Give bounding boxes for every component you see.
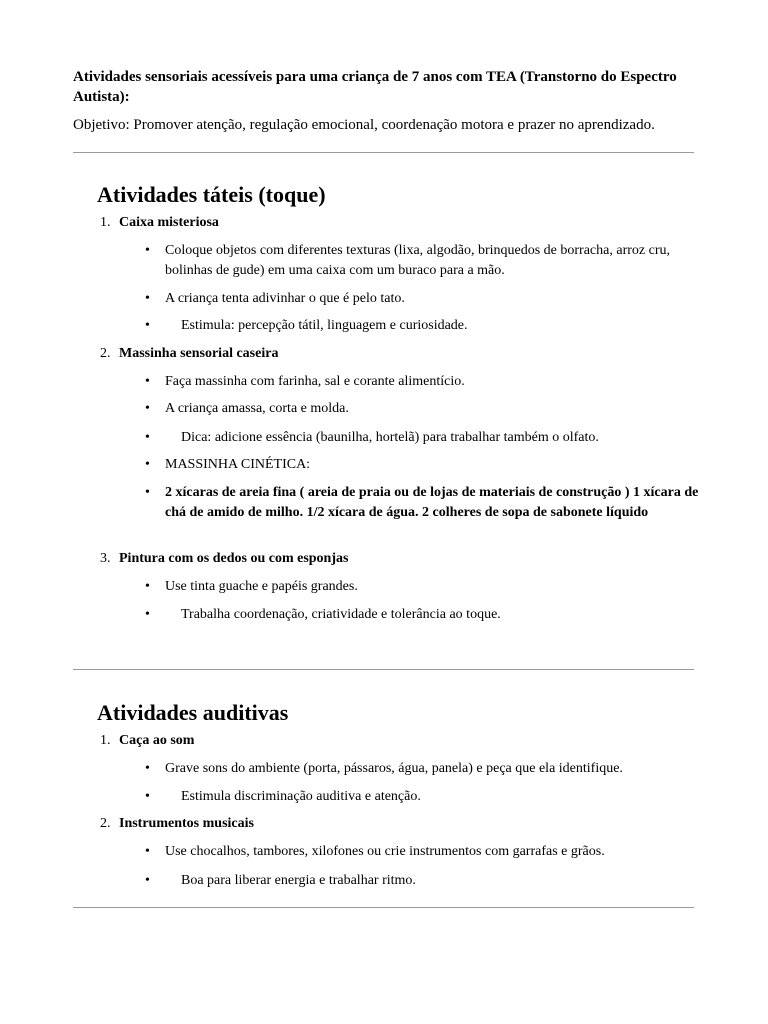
- list-item: [145, 399, 705, 419]
- list-item-title: [100, 814, 254, 833]
- bullet-text: A criança amassa, corta e molda.: [165, 401, 349, 416]
- divider: [73, 907, 694, 908]
- bullet-icon: •: [145, 485, 150, 500]
- bullet-text: Estimula discriminação auditiva e atenção.: [181, 789, 421, 804]
- bullet-text: Grave sons do ambiente (porta, pássaros, água, panela) e peça que ela identifique.: [165, 761, 623, 776]
- divider: [73, 669, 694, 670]
- bullet-icon: •: [145, 291, 150, 306]
- list-item-title: [100, 213, 219, 232]
- bullet-text: Boa para liberar energia e trabalhar ritmo.: [181, 873, 416, 888]
- list-item: [145, 372, 705, 392]
- bullet-text: Use chocalhos, tambores, xilofones ou crie instrumentos com garrafas e grãos.: [165, 844, 605, 859]
- document-title: Atividades sensoriais acessíveis para uma criança de 7 anos com TEA (Transtorno do Espectro Autista):: [73, 69, 677, 105]
- list-item: [145, 483, 700, 522]
- bullet-text: Estimula: percepção tátil, linguagem e curiosidade.: [181, 318, 468, 333]
- document-objective: Objetivo: Promover atenção, regulação emocional, coordenação motora e prazer no aprendizado.: [73, 117, 655, 133]
- bullet-icon: •: [145, 607, 150, 622]
- bullet-icon: •: [145, 401, 150, 416]
- bullet-icon: •: [145, 374, 150, 389]
- list-item: [145, 455, 705, 475]
- bullet-icon: •: [145, 318, 150, 333]
- list-item: [145, 289, 705, 309]
- bullet-icon: •: [145, 243, 150, 258]
- bullet-icon: •: [145, 579, 150, 594]
- list-item: [145, 241, 705, 280]
- item-title-instrumentos: Instrumentos musicais: [119, 816, 254, 831]
- bullet-text: MASSINHA CINÉTICA:: [165, 457, 311, 472]
- bullet-icon: •: [145, 430, 150, 445]
- list-item-title: [100, 549, 348, 568]
- item-title-massinha: Massinha sensorial caseira: [119, 346, 279, 361]
- bullet-text: 2 xícaras de areia fina ( areia de praia ou de lojas de materiais de construção ) 1 xícara de chá de amido de milho. 1/2 xícara de água. 2 colheres de sopa de sabonete líquido: [165, 485, 699, 520]
- bullet-icon: •: [145, 457, 150, 472]
- list-item-title: [100, 344, 278, 363]
- bullet-text: Faça massinha com farinha, sal e corante alimentício.: [165, 374, 465, 389]
- list-number: 2.: [100, 346, 111, 361]
- list-number: 2.: [100, 816, 111, 831]
- bullet-text: Trabalha coordenação, criatividade e tolerância ao toque.: [181, 607, 501, 622]
- list-item: [145, 316, 705, 336]
- list-number: 3.: [100, 551, 111, 566]
- list-item-title: [100, 731, 194, 750]
- section-heading-tactile: Atividades táteis (toque): [97, 182, 326, 207]
- bullet-icon: •: [145, 873, 150, 888]
- divider: [73, 152, 694, 153]
- list-item: [145, 605, 705, 625]
- item-title-pintura: Pintura com os dedos ou com esponjas: [119, 551, 349, 566]
- list-item: [145, 871, 705, 891]
- bullet-icon: •: [145, 844, 150, 859]
- list-item: [145, 577, 705, 597]
- list-number: 1.: [100, 215, 111, 230]
- bullet-icon: •: [145, 761, 150, 776]
- list-item: [145, 428, 705, 448]
- bullet-text: Dica: adicione essência (baunilha, hortelã) para trabalhar também o olfato.: [181, 430, 599, 445]
- list-item: [145, 787, 705, 807]
- item-title-caca-ao-som: Caça ao som: [119, 733, 195, 748]
- item-title-caixa-misteriosa: Caixa misteriosa: [119, 215, 219, 230]
- bullet-text: A criança tenta adivinhar o que é pelo tato.: [165, 291, 405, 306]
- section-heading-auditory: Atividades auditivas: [97, 700, 289, 725]
- list-item: [145, 842, 705, 862]
- bullet-text: Coloque objetos com diferentes texturas (lixa, algodão, brinquedos de borracha, arroz cru, bolinhas de gude) em uma caixa com um buraco para a mão.: [165, 243, 670, 278]
- bullet-text: Use tinta guache e papéis grandes.: [165, 579, 358, 594]
- list-item: [145, 759, 705, 779]
- bullet-icon: •: [145, 789, 150, 804]
- list-number: 1.: [100, 733, 111, 748]
